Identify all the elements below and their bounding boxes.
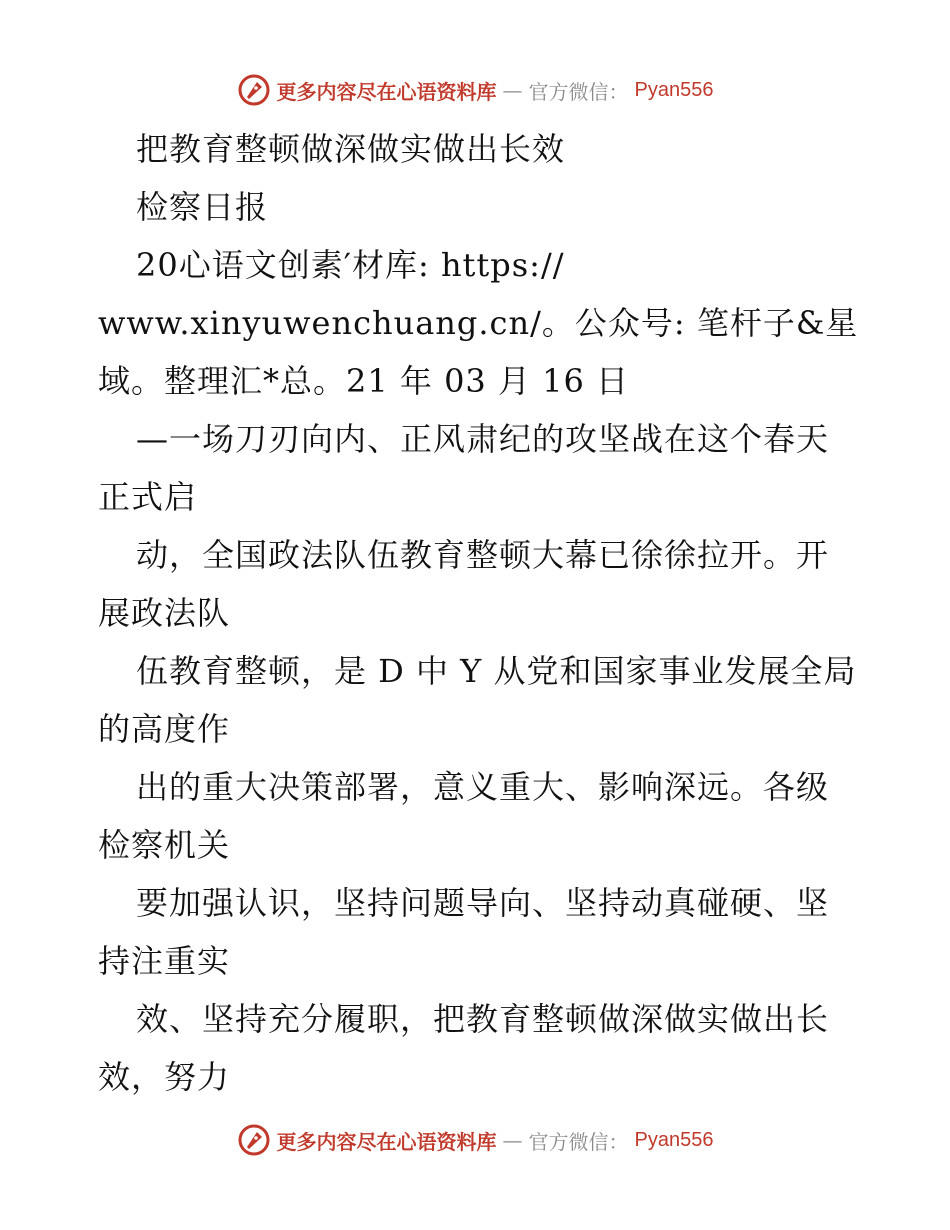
banner-wechat-label: 官方微信： xyxy=(528,79,629,104)
document-source: 检察日报 xyxy=(136,188,269,226)
text-line: 域。整理汇*总。21 年 03 月 16 日 xyxy=(98,362,630,400)
pen-nib-circle-icon xyxy=(237,1123,271,1157)
text-line: 持注重实 xyxy=(98,942,231,980)
header-banner xyxy=(0,70,950,110)
text-line: 伍教育整顿，是 D 中 Y 从党和国家事业发展全局 xyxy=(136,652,857,690)
banner-wechat-label: 官方微信： xyxy=(528,1129,629,1154)
text-line: 正式启 xyxy=(98,478,198,516)
text-line: 20心语文创素′材库: https:// xyxy=(136,246,565,284)
banner-separator: — xyxy=(502,78,523,102)
banner-separator: — xyxy=(502,1128,523,1152)
banner-main-text: 更多内容尽在心语资料库 xyxy=(276,79,497,104)
text-line: 出的重大决策部署，意义重大、影响深远。各级 xyxy=(136,768,830,806)
banner-main-text: 更多内容尽在心语资料库 xyxy=(276,1129,497,1154)
text-line: 动，全国政法队伍教育整顿大幕已徐徐拉开。开 xyxy=(136,536,830,574)
pen-nib-circle-icon xyxy=(237,73,271,107)
text-line: 效，努力 xyxy=(98,1058,231,1096)
text-line: 的高度作 xyxy=(98,710,231,748)
text-line: 检察机关 xyxy=(98,826,231,864)
footer-banner xyxy=(0,1120,950,1160)
banner-wechat-id: Pyan556 xyxy=(634,1128,714,1151)
document-title: 把教育整顿做深做实做出长效 xyxy=(136,130,566,168)
banner-wechat-id: Pyan556 xyxy=(634,78,714,101)
text-line: 展政法队 xyxy=(98,594,231,632)
text-line: www.xinyuwenchuang.cn/。公众号: 笔杆子&星 xyxy=(98,304,859,342)
text-line: —一场刀刃向内、正风肃纪的攻坚战在这个春天 xyxy=(136,420,830,458)
text-line: 要加强认识，坚持问题导向、坚持动真碰硬、坚 xyxy=(136,884,830,922)
text-line: 效、坚持充分履职，把教育整顿做深做实做出长 xyxy=(136,1000,830,1038)
document-body xyxy=(98,120,858,1106)
